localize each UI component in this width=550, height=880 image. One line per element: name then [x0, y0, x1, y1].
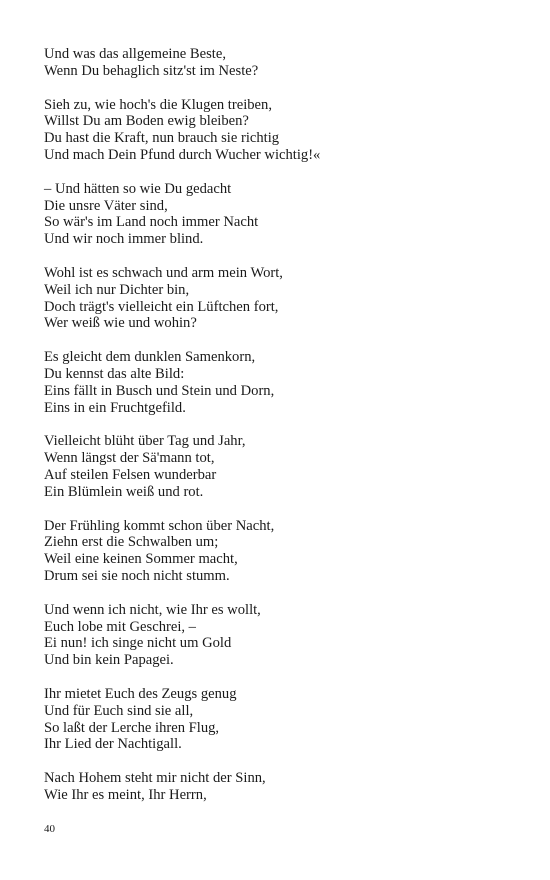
poem-line: Doch trägt's vielleicht ein Lüftchen fort,: [44, 298, 279, 315]
poem-line: Nach Hohem steht mir nicht der Sinn,: [44, 770, 266, 787]
poem-line: Vielleicht blüht über Tag und Jahr,: [44, 433, 246, 450]
page-number: 40: [44, 823, 55, 835]
poem-line: So wär's im Land noch immer Nacht: [44, 214, 259, 231]
poem-line: Willst Du am Boden ewig bleiben?: [44, 113, 249, 130]
poem-line: Ihr Lied der Nachtigall.: [44, 736, 182, 753]
poem-line: Wenn längst der Sä'mann tot,: [44, 450, 215, 467]
poem-line: Und wir noch immer blind.: [44, 231, 204, 248]
poem-line: Ziehn erst die Schwalben um;: [44, 534, 219, 551]
poem-line: Ein Blümlein weiß und rot.: [44, 483, 204, 500]
stanza: [44, 97, 524, 164]
stanza: [44, 349, 524, 416]
poem-line: Drum sei sie noch nicht stumm.: [44, 567, 230, 584]
poem-line: Eins fällt in Busch und Stein und Dorn,: [44, 382, 275, 399]
stanza: [44, 433, 524, 500]
poem-line: Und bin kein Papagei.: [44, 652, 174, 669]
poem-line: Eins in ein Fruchtgefild.: [44, 399, 186, 416]
poem-body: [44, 46, 524, 821]
poem-line: Und wenn ich nicht, wie Ihr es wollt,: [44, 601, 261, 618]
poem-line: Ei nun! ich singe nicht um Gold: [44, 635, 232, 652]
poem-line: Es gleicht dem dunklen Samenkorn,: [44, 349, 256, 366]
poem-line: Und was das allgemeine Beste,: [44, 46, 226, 62]
poem-line: – Und hätten so wie Du gedacht: [44, 180, 232, 197]
poem-line: Euch lobe mit Geschrei, –: [44, 618, 196, 635]
poem-line: Ihr mietet Euch des Zeugs genug: [44, 685, 237, 702]
stanza: [44, 46, 524, 80]
poem-line: Wenn Du behaglich sitz'st im Neste?: [44, 62, 259, 79]
stanza: [44, 686, 524, 753]
poem-line: Weil ich nur Dichter bin,: [44, 281, 190, 298]
poem-line: Du kennst das alte Bild:: [44, 365, 185, 382]
stanza: [44, 518, 524, 585]
poem-line: Die unsre Väter sind,: [44, 197, 168, 214]
poem-line: Wie Ihr es meint, Ihr Herrn,: [44, 786, 207, 803]
poem-line: Wer weiß wie und wohin?: [44, 315, 197, 332]
poem-line: Sieh zu, wie hoch's die Klugen treiben,: [44, 96, 272, 113]
poem-line: Und mach Dein Pfund durch Wucher wichtig!«: [44, 146, 321, 163]
stanza: [44, 602, 524, 669]
stanza: [44, 181, 524, 248]
poem-line: So laßt der Lerche ihren Flug,: [44, 719, 220, 736]
poem-line: Auf steilen Felsen wunderbar: [44, 466, 217, 483]
poem-line: Der Frühling kommt schon über Nacht,: [44, 517, 275, 534]
stanza: [44, 265, 524, 332]
stanza: [44, 770, 524, 804]
poem-line: Weil eine keinen Sommer macht,: [44, 551, 238, 568]
poem-line: Du hast die Kraft, nun brauch sie richtig: [44, 130, 280, 147]
poem-line: Wohl ist es schwach und arm mein Wort,: [44, 264, 283, 281]
poem-line: Und für Euch sind sie all,: [44, 702, 194, 719]
